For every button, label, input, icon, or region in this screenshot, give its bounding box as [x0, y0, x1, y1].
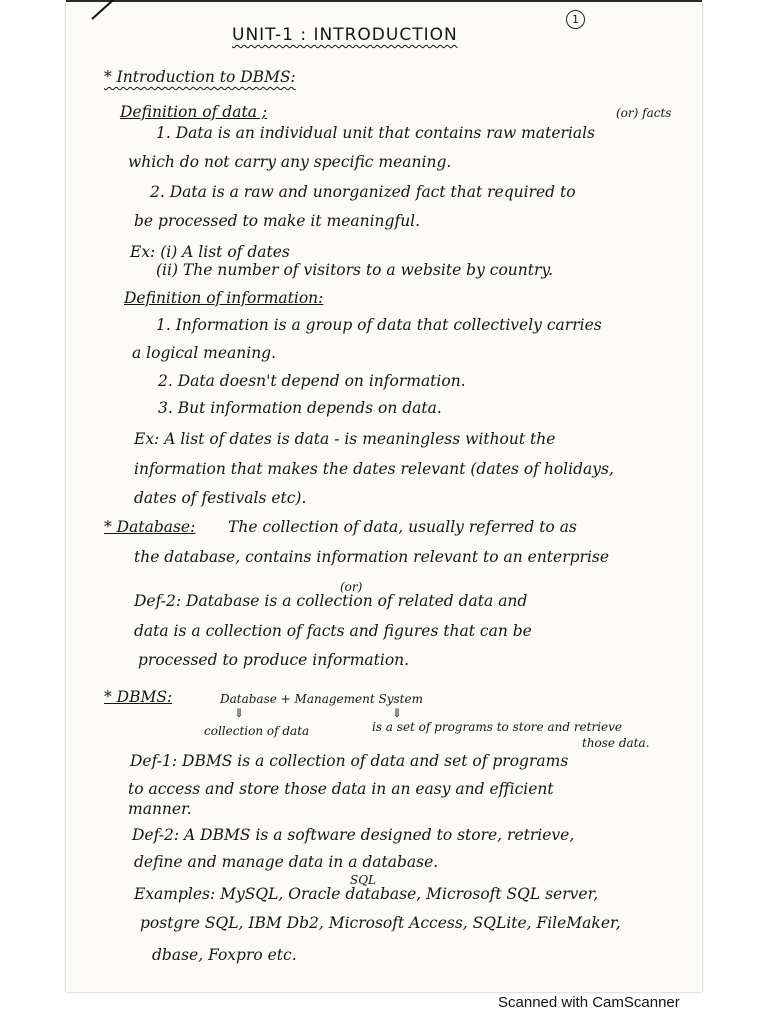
page-number: 1 — [566, 10, 585, 29]
text-line: 1. Information is a group of data that collectively carries — [156, 316, 602, 334]
down-arrow: ⇓ — [234, 706, 245, 720]
sql-note: SQL — [350, 873, 377, 887]
formula-note-right: is a set of programs to store and retrieve — [372, 720, 623, 734]
page-title: UNIT-1 : INTRODUCTION — [232, 25, 458, 45]
examples-line: postgre SQL, IBM Db2, Microsoft Access, SQLite, FileMaker, — [140, 914, 621, 932]
down-arrow: ⇓ — [392, 706, 403, 720]
examples-line: Examples: MySQL, Oracle database, Microsoft SQL server, — [134, 885, 599, 903]
text-line: Def-1: DBMS is a collection of data and set of programs — [130, 752, 569, 770]
scanner-watermark: Scanned with CamScanner — [498, 994, 680, 1011]
definition-data-heading: Definition of data ; — [120, 103, 268, 121]
examples-line: dbase, Foxpro etc. — [152, 946, 297, 964]
example-line: Ex: A list of dates is data - is meaningless without the — [134, 430, 556, 448]
text-line: The collection of data, usually referred to as — [228, 518, 577, 536]
text-line: a logical meaning. — [132, 344, 277, 362]
text-line: processed to produce information. — [138, 651, 410, 669]
section-heading-intro: * Introduction to DBMS: — [104, 68, 296, 86]
text-line: Def-2: Database is a collection of related data and — [134, 592, 528, 610]
text-line: Def-2: A DBMS is a software designed to store, retrieve, — [132, 826, 575, 844]
formula-note-right-cont: those data. — [582, 736, 650, 750]
dbms-formula: Database + Management System — [220, 692, 423, 706]
text-line: which do not carry any specific meaning. — [128, 153, 452, 171]
text-line: 2. Data is a raw and unorganized fact that required to — [150, 183, 576, 201]
definition-information-heading: Definition of information: — [124, 289, 324, 307]
text-line: be processed to make it meaningful. — [134, 212, 421, 230]
section-heading-dbms: * DBMS: — [104, 688, 173, 706]
text-line: manner. — [128, 800, 192, 818]
example-line: (ii) The number of visitors to a website by country. — [156, 261, 554, 279]
example-line: information that makes the dates relevant (dates of holidays, — [134, 460, 614, 478]
page-top-edge — [66, 0, 702, 2]
example-line: dates of festivals etc). — [134, 489, 307, 507]
section-heading-database: * Database: — [104, 518, 196, 536]
text-line: 1. Data is an individual unit that contains raw materials — [156, 124, 596, 142]
formula-note-left: collection of data — [204, 724, 310, 738]
text-line: 2. Data doesn't depend on information. — [158, 372, 466, 390]
text-line: the database, contains information relevant to an enterprise — [134, 548, 610, 566]
example-line: Ex: (i) A list of dates — [130, 243, 290, 261]
text-line: define and manage data in a database. — [134, 853, 439, 871]
or-note: (or) — [340, 580, 363, 594]
text-line: to access and store those data in an easy and efficient — [128, 780, 554, 798]
text-line: data is a collection of facts and figures that can be — [134, 622, 532, 640]
margin-note: (or) facts — [616, 106, 672, 120]
text-line: 3. But information depends on data. — [158, 399, 442, 417]
